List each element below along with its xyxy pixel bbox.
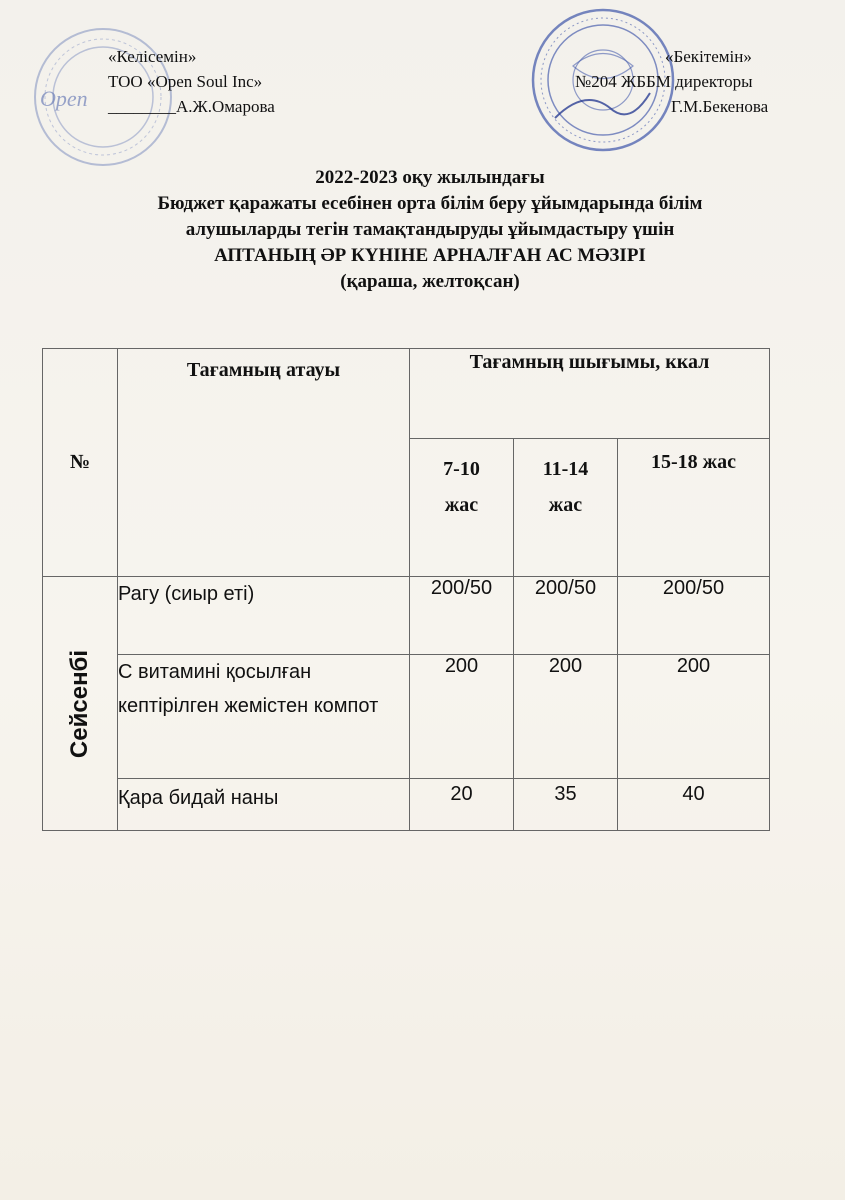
- title-line-3: алушыларды тегін тамақтандыруды ұйымдастыру үшін: [185, 219, 675, 240]
- table-row: [43, 577, 770, 655]
- dish-name: Рагу (сиыр еті): [118, 577, 410, 655]
- document-title: [70, 165, 790, 295]
- header-yield: [410, 349, 770, 439]
- approval-left-heading: «Келісемін»: [108, 47, 197, 66]
- value-7-10: 200/50: [410, 577, 514, 655]
- approval-right-signatory: Г.М.Бекенова: [671, 97, 769, 116]
- title-line-5: (қараша, желтоқсан): [340, 271, 520, 292]
- header-age-7-10: [410, 439, 514, 577]
- value-7-10: 20: [410, 779, 514, 831]
- value-15-18: 40: [618, 779, 770, 831]
- table-row: [43, 779, 770, 831]
- value-15-18: 200: [618, 655, 770, 779]
- title-line-4: АПТАНЫҢ ӘР КҮНІНЕ АРНАЛҒАН АС МӘЗІРІ: [214, 245, 646, 266]
- approval-right-org: №204 ЖББМ директоры: [575, 72, 753, 91]
- header-number: [43, 349, 118, 577]
- dish-name: Қара бидай наны: [118, 779, 410, 831]
- age-group-label: 11-14 жас: [542, 458, 589, 516]
- approval-right: [575, 44, 768, 119]
- age-group-label: 15-18 жас: [650, 451, 737, 473]
- approval-right-heading: «Бекітемін»: [665, 47, 752, 66]
- table-row: [43, 655, 770, 779]
- header-dish-label: Тағамның атауы: [186, 359, 341, 381]
- header-age-11-14: [514, 439, 618, 577]
- header-yield-label: Тағамның шығымы, ккал: [469, 351, 710, 373]
- age-group-label: 7-10 жас: [443, 458, 480, 516]
- header-age-15-18: [618, 439, 770, 577]
- value-7-10: 200: [410, 655, 514, 779]
- value-15-18: 200/50: [618, 577, 770, 655]
- header-dish: [118, 349, 410, 577]
- value-11-14: 35: [514, 779, 618, 831]
- title-line-1: 2022-2023 оқу жылындағы: [315, 167, 545, 188]
- title-line-2: Бюджет қаражаты есебінен орта білім беру ұйымдарында білім: [157, 193, 703, 214]
- day-label: Сейсенбі: [66, 649, 93, 758]
- header-number-label: №: [69, 451, 91, 473]
- menu-table: [42, 348, 770, 831]
- value-11-14: 200: [514, 655, 618, 779]
- day-cell: [43, 577, 118, 831]
- value-11-14: 200/50: [514, 577, 618, 655]
- approval-left-org: ТОО «Open Soul Inc»: [108, 72, 263, 91]
- approval-left: [108, 44, 275, 119]
- dish-name: С витамині қосылған кептірілген жемістен компот: [118, 655, 410, 779]
- svg-text:Open: Open: [40, 86, 88, 111]
- approval-left-signatory: ________А.Ж.Омарова: [108, 97, 275, 116]
